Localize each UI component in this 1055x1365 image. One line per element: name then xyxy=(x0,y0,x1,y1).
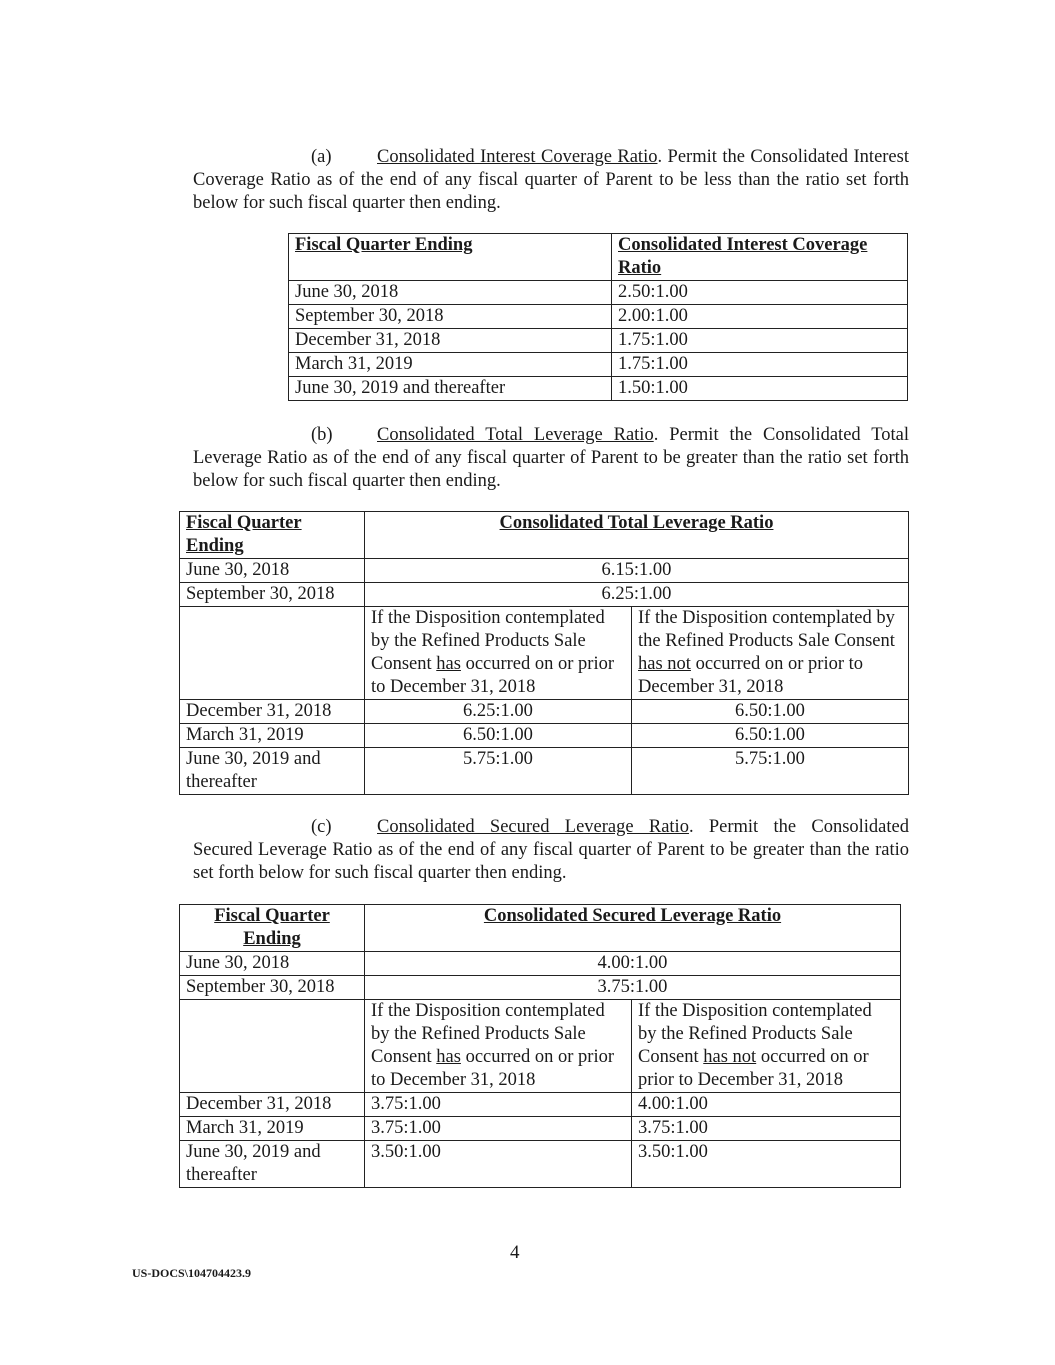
ratio-cell: 3.50:1.00 xyxy=(632,1141,901,1188)
col-header-quarter: Fiscal Quarter Ending xyxy=(186,513,302,556)
ratio-cell: 1.50:1.00 xyxy=(612,377,908,401)
document-id: US-DOCS\104704423.9 xyxy=(132,1266,252,1280)
table-row xyxy=(289,353,908,377)
ratio-cell: 6.50:1.00 xyxy=(365,724,632,748)
section-b-paragraph xyxy=(193,424,909,493)
quarter-cell: March 31, 2019 xyxy=(289,353,612,377)
table-row xyxy=(180,748,909,795)
total-leverage-table xyxy=(179,511,909,795)
ratio-cell: 6.50:1.00 xyxy=(632,724,909,748)
quarter-cell: June 30, 2018 xyxy=(289,281,612,305)
ratio-cell: 6.15:1.00 xyxy=(365,559,909,583)
table-row xyxy=(180,700,909,724)
table-row xyxy=(180,583,909,607)
quarter-cell: June 30, 2019 and thereafter xyxy=(289,377,612,401)
ratio-cell: 2.00:1.00 xyxy=(612,305,908,329)
col-header-quarter: Fiscal Quarter Ending xyxy=(295,235,473,255)
section-c-text: . Permit the Consolidated Secured Leverage Ratio as of the end of any fiscal quarter of Parent to be greater than the ratio set forth below for such fiscal quarter then ending. xyxy=(193,817,909,883)
quarter-cell: June 30, 2019 and thereafter xyxy=(180,748,365,795)
quarter-cell: December 31, 2018 xyxy=(180,700,365,724)
table-row xyxy=(180,952,901,976)
ratio-cell: 1.75:1.00 xyxy=(612,329,908,353)
quarter-cell: June 30, 2019 and thereafter xyxy=(180,1141,365,1188)
ratio-cell: 3.75:1.00 xyxy=(365,1117,632,1141)
section-a-text: . Permit the Consolidated Interest Coverage Ratio as of the end of any fiscal quarter of Parent to be less than the ratio set forth below for such fiscal quarter then ending. xyxy=(193,147,909,213)
ratio-cell: 1.75:1.00 xyxy=(612,353,908,377)
quarter-cell: March 31, 2019 xyxy=(180,724,365,748)
quarter-cell: December 31, 2018 xyxy=(180,1093,365,1117)
ratio-cell: 5.75:1.00 xyxy=(632,748,909,795)
ratio-cell: 3.75:1.00 xyxy=(365,1093,632,1117)
ratio-cell: 3.50:1.00 xyxy=(365,1141,632,1188)
col-header-ratio: Consolidated Interest Coverage Ratio xyxy=(618,235,868,278)
quarter-cell: September 30, 2018 xyxy=(180,583,365,607)
condition-row xyxy=(180,1000,901,1093)
interest-coverage-table xyxy=(288,233,908,401)
quarter-cell: June 30, 2018 xyxy=(180,952,365,976)
col-header-quarter: Fiscal Quarter Ending xyxy=(214,906,330,949)
section-b-text: . Permit the Consolidated Total Leverage Ratio as of the end of any fiscal quarter of Parent to be greater than the ratio set forth below for such fiscal quarter then ending. xyxy=(193,425,909,491)
quarter-cell: September 30, 2018 xyxy=(180,976,365,1000)
ratio-cell: 4.00:1.00 xyxy=(632,1093,901,1117)
table-row xyxy=(180,976,901,1000)
ratio-cell: 2.50:1.00 xyxy=(612,281,908,305)
quarter-cell: June 30, 2018 xyxy=(180,559,365,583)
ratio-cell: 3.75:1.00 xyxy=(632,1117,901,1141)
section-c-label: (c) xyxy=(311,817,332,837)
quarter-cell: December 31, 2018 xyxy=(289,329,612,353)
section-a-label: (a) xyxy=(311,147,332,167)
ratio-cell: 4.00:1.00 xyxy=(365,952,901,976)
condition-has-occurred: If the Disposition contemplated by the Refined Products Sale Consent has occurred on or prior to December 31, 2018 xyxy=(365,607,632,700)
table-row xyxy=(180,1093,901,1117)
table-row xyxy=(180,1141,901,1188)
table-row xyxy=(289,329,908,353)
ratio-cell: 6.50:1.00 xyxy=(632,700,909,724)
section-a-heading: Consolidated Interest Coverage Ratio xyxy=(377,147,658,167)
table-row xyxy=(180,1117,901,1141)
quarter-cell: March 31, 2019 xyxy=(180,1117,365,1141)
col-header-ratio: Consolidated Total Leverage Ratio xyxy=(499,513,774,533)
condition-row xyxy=(180,607,909,700)
section-a-paragraph xyxy=(193,146,909,215)
condition-has-occurred: If the Disposition contemplated by the Refined Products Sale Consent has occurred on or prior to December 31, 2018 xyxy=(365,1000,632,1093)
table-row xyxy=(289,305,908,329)
section-c-heading: Consolidated Secured Leverage Ratio xyxy=(377,817,689,837)
condition-has-not-occurred: If the Disposition contemplated by the Refined Products Sale Consent has not occurred on or prior to December 31, 2018 xyxy=(632,607,909,700)
secured-leverage-table xyxy=(179,904,901,1188)
table-row xyxy=(289,281,908,305)
section-c-paragraph xyxy=(193,816,909,885)
ratio-cell: 5.75:1.00 xyxy=(365,748,632,795)
table-row xyxy=(180,559,909,583)
section-b-label: (b) xyxy=(311,425,333,445)
condition-has-not-occurred: If the Disposition contemplated by the Refined Products Sale Consent has not occurred on or prior to December 31, 2018 xyxy=(632,1000,901,1093)
ratio-cell: 3.75:1.00 xyxy=(365,976,901,1000)
page-number: 4 xyxy=(510,1242,520,1263)
table-row xyxy=(289,377,908,401)
col-header-ratio: Consolidated Secured Leverage Ratio xyxy=(483,906,782,926)
ratio-cell: 6.25:1.00 xyxy=(365,700,632,724)
ratio-cell: 6.25:1.00 xyxy=(365,583,909,607)
section-b-heading: Consolidated Total Leverage Ratio xyxy=(377,425,654,445)
table-row xyxy=(180,724,909,748)
quarter-cell: September 30, 2018 xyxy=(289,305,612,329)
